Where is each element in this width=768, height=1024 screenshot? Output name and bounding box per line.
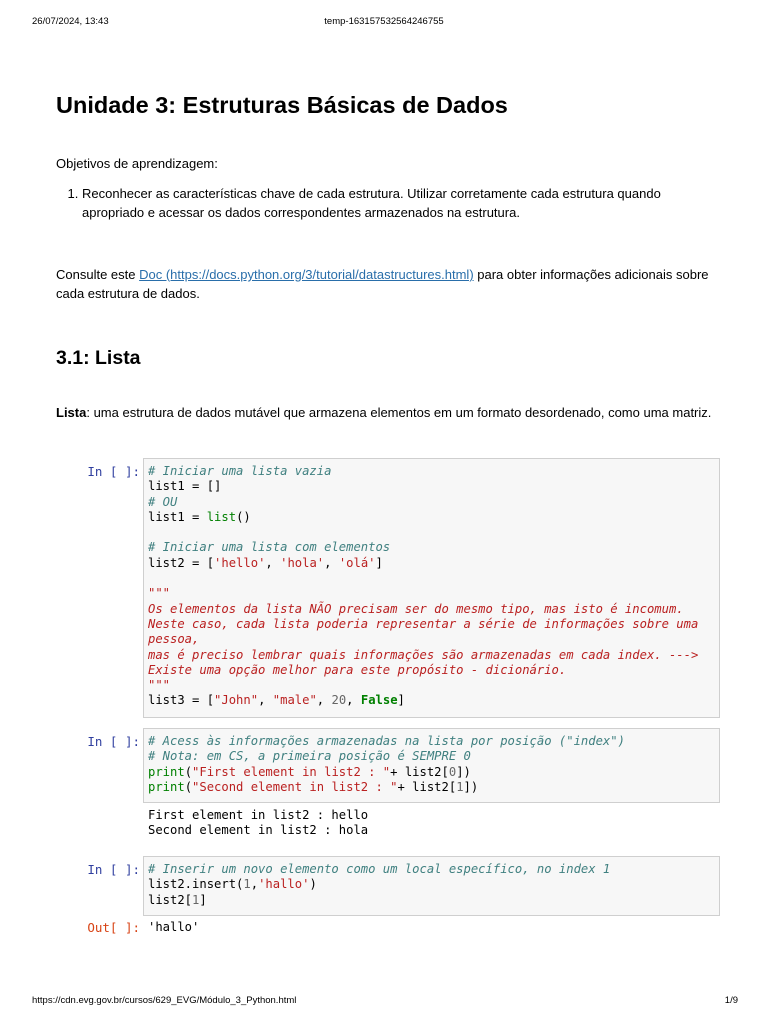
code-token: print — [148, 779, 185, 794]
code-input-area[interactable] — [143, 856, 720, 916]
code-line — [148, 510, 715, 525]
code-token: ]) — [456, 764, 471, 779]
code-token: 'hallo' — [258, 877, 310, 892]
code-token: ) — [309, 877, 317, 892]
code-token: list2[ — [148, 892, 193, 907]
code-token: , — [258, 693, 273, 708]
output-line: Second element in list2 : hola — [148, 823, 369, 838]
code-token: 0 — [448, 764, 457, 779]
list-definition — [56, 403, 716, 422]
output-line: First element in list2 : hello — [148, 808, 369, 822]
code-token: Os elementos da lista NÃO precisam ser do mesmo tipo, mas isto é incomum. — [148, 601, 684, 616]
code-token: # OU — [148, 494, 178, 509]
definition-text: : uma estrutura de dados mutável que armazena elementos em um formato desordenado, como uma matriz. — [86, 405, 712, 420]
code-block — [144, 459, 719, 714]
code-token: , — [324, 555, 339, 570]
code-input-area[interactable] — [143, 728, 720, 803]
code-token: "male" — [272, 693, 317, 708]
cell-output — [148, 808, 368, 839]
section-title: 3.1: Lista — [56, 347, 141, 369]
code-token: () — [236, 509, 251, 524]
code-token: print — [148, 764, 185, 779]
code-token: # Nota: em CS, a primeira posição é SEMPRE 0 — [148, 749, 471, 764]
code-token: + list2[ — [397, 779, 457, 794]
code-line — [148, 602, 715, 617]
print-datetime: 26/07/2024, 13:43 — [32, 16, 109, 27]
print-footer — [0, 995, 768, 1009]
cell-output — [148, 920, 199, 935]
consult-text-after: para obter informações adicionais sobre cada estrutura de dados. — [56, 267, 709, 301]
code-line — [148, 648, 715, 663]
code-token: , — [265, 555, 281, 570]
code-token: 1 — [192, 892, 200, 907]
code-token: + list2[ — [390, 764, 449, 779]
objectives-heading: Objetivos de aprendizagem: — [56, 156, 218, 171]
code-token: 'hola' — [280, 555, 325, 570]
code-line — [148, 765, 715, 780]
code-token: list2.insert( — [148, 877, 244, 892]
code-line — [148, 495, 715, 510]
code-line — [148, 540, 715, 555]
code-line — [148, 749, 715, 764]
code-token: list2 = [ — [148, 555, 215, 570]
code-token: 1 — [243, 877, 251, 892]
code-token: 'hello' — [214, 555, 266, 570]
objectives-list — [56, 184, 718, 222]
code-token: """ — [148, 586, 171, 601]
code-token: 1 — [456, 779, 464, 794]
code-block — [144, 857, 719, 913]
code-token: Neste caso, cada lista poderia representar a série de informações sobre uma — [148, 616, 699, 631]
code-line — [148, 525, 715, 540]
code-line — [148, 693, 715, 708]
consult-text-before: Consulte este — [56, 267, 140, 282]
code-block — [144, 729, 719, 800]
code-token: # Iniciar uma lista vazia — [148, 464, 332, 478]
code-token: ( — [184, 779, 193, 794]
print-header — [0, 16, 768, 30]
consult-paragraph — [56, 265, 716, 303]
code-token: # Inserir um novo elemento como um local específico, no index 1 — [148, 862, 611, 876]
code-line — [148, 734, 715, 749]
code-input-area[interactable] — [143, 458, 720, 718]
code-line — [148, 571, 715, 586]
code-token: , — [346, 693, 361, 708]
code-token: ] — [375, 555, 383, 570]
print-url: https://cdn.evg.gov.br/cursos/629_EVG/Módulo_3_Python.html — [32, 995, 297, 1006]
code-token: ( — [184, 764, 193, 779]
input-prompt: In [ ]: — [87, 862, 140, 877]
code-token: 'olá' — [338, 555, 376, 570]
objective-item: 1. Reconhecer as características chave de cada estrutura. Utilizar corretamente cada estrutura quando apropriado e acessar os dados correspondentes armazenados na estrutura. — [82, 184, 718, 222]
code-token: pessoa, — [148, 632, 200, 647]
code-line — [148, 464, 715, 479]
code-token: , — [316, 693, 332, 708]
page-title: Unidade 3: Estruturas Básicas de Dados — [56, 92, 508, 118]
input-prompt: In [ ]: — [87, 464, 140, 479]
code-token: # Iniciar uma lista com elementos — [148, 540, 391, 555]
code-token: , — [250, 877, 259, 892]
code-token: """ — [148, 678, 171, 693]
code-token: list1 = [] — [148, 479, 222, 494]
code-token: list3 = [ — [148, 693, 215, 708]
code-line — [148, 556, 715, 571]
code-token: "John" — [214, 693, 259, 708]
print-title: temp-163157532564246755 — [324, 16, 444, 27]
code-line — [148, 632, 715, 647]
code-line — [148, 893, 715, 908]
page-number: 1/9 — [724, 995, 738, 1006]
code-line — [148, 862, 715, 877]
code-token: "Second element in list2 : " — [192, 779, 398, 794]
code-token: "First element in list2 : " — [192, 764, 391, 779]
code-line — [148, 678, 715, 693]
code-token: list — [206, 509, 237, 524]
code-line — [148, 479, 715, 494]
code-token: list1 = — [148, 509, 207, 524]
python-docs-link[interactable]: Doc (https://docs.python.org/3/tutorial/datastructures.html) — [139, 267, 474, 282]
code-token: ] — [199, 892, 207, 907]
code-token: Existe uma opção melhor para este propósito - dicionário. — [148, 662, 567, 677]
output-line: 'hallo' — [148, 920, 200, 934]
code-token: False — [360, 693, 398, 708]
code-line — [148, 617, 715, 632]
definition-term: Lista — [56, 405, 87, 420]
code-line — [148, 877, 715, 892]
code-line — [148, 586, 715, 601]
input-prompt: In [ ]: — [87, 734, 140, 749]
code-token: ]) — [463, 779, 479, 794]
output-prompt: Out[ ]: — [87, 920, 140, 935]
code-token: ] — [397, 693, 405, 708]
code-token: 20 — [331, 693, 347, 708]
code-line — [148, 780, 715, 795]
code-line — [148, 663, 715, 678]
code-token: # Acess às informações armazenadas na lista por posição ("index") — [148, 734, 625, 748]
code-token: mas é preciso lembrar quais informações são armazenadas em cada index. ---> — [148, 647, 699, 662]
